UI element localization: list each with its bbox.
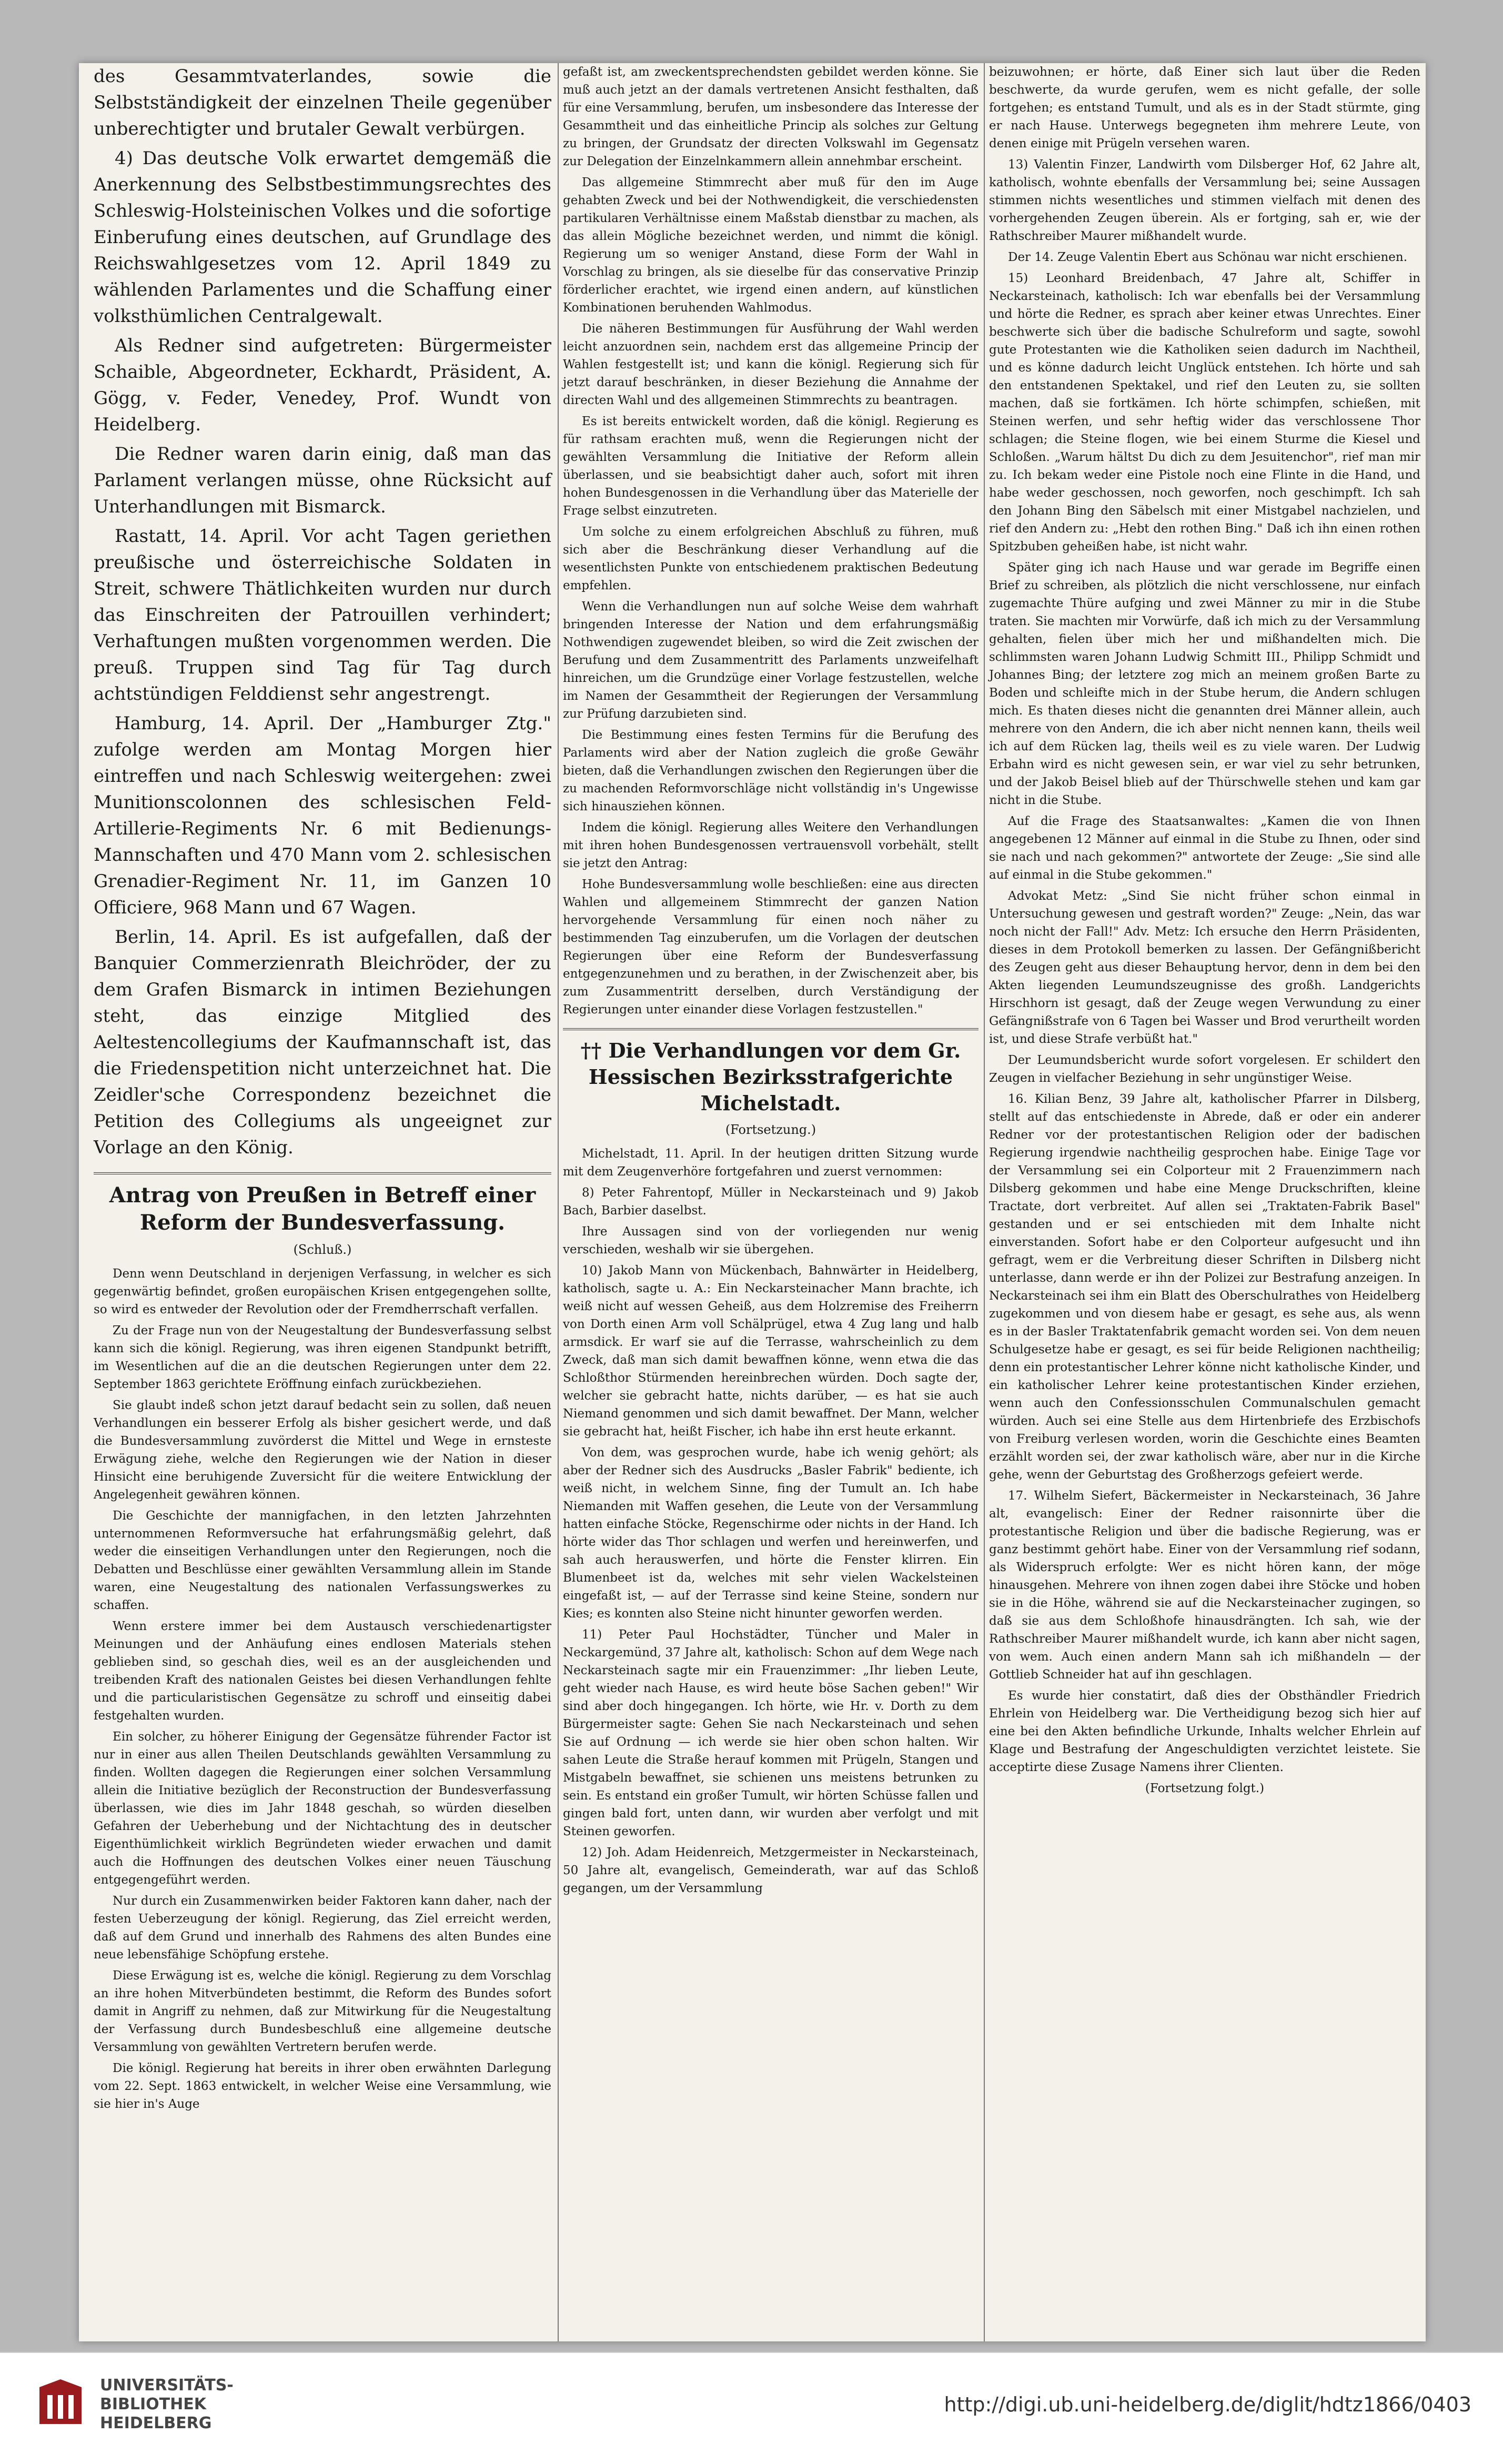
mid-para-10: Michelstadt, 11. April. In der heutigen dritten Sitzung wurde mit dem Zeugenverhöre fortgefahren und zuerst vernommen: [563, 1147, 979, 1179]
library-name-line-2: BIBLIOTHEK [100, 2395, 206, 2413]
speakers-note: Die Redner waren darin einig, daß man das Parlament verlangen müsse, ohne Rücksicht auf Unterhandlungen mit Bismarck. [94, 444, 551, 517]
prussia-para-5: Wenn erstere immer bei dem Austausch verschiedenartigster Meinungen und der Anhäufung eines endlosen Materials stehen geblieben sind, so geschah dies, weil es an der ausgleichenden und treibenden Kraft des nationalen Geistes bei diesen Verhandlungen fehlte und die particularistischen Gegensätze zu schroff und einseitig dabei festgehalten wurden. [94, 1620, 551, 1723]
right-para-7: Advokat Metz: „Sind Sie nicht früher schon einmal in Untersuchung gewesen und gestraft worden?" Zeuge: „Nein, das war noch nicht der Fall!" Adv. Metz: Ich ersuche den Herrn Präsidenten, dieses in dem Protokoll bemerken zu lassen. Der Gefängnißbericht des Zeugen geht aus dieser Behauptung hervor, denn in dem bei den Akten liegenden Leumundszeugnisse des großh. Landgerichts Hirschhorn ist gesagt, daß der Zeuge wegen Verwundung zu einer Gefängnißstrafe von 6 Tagen bei Wasser und Brod verurtheilt worden ist, und diese Strafe verbüßt hat." [989, 889, 1420, 1046]
article-headline-trial: †† Die Verhandlungen vor dem Gr. Hessischen Bezirksstrafgerichte Michelstadt. [563, 1028, 979, 1117]
right-para-11: Es wurde hier constatirt, daß dies der Obsthändler Friedrich Ehrlein von Heidelberg war. Die Vertheidigung bezog sich hier auf eine bei den Akten befindliche Urkunde, Inhalts welcher Ehrlein auf Klage und Bestrafung der Angeschuldigten verzichtet leistete. Sie acceptirte diese Zusage Namens ihrer Clienten. [989, 1689, 1420, 1774]
right-para-8: Der Leumundsbericht wurde sofort vorgelesen. Er schildert den Zeugen in vielfacher Beziehung in sehr ungünstiger Weise. [989, 1053, 1420, 1085]
mid-para-8: Indem die königl. Regierung alles Weitere den Verhandlungen mit ihren hohen Bundesgenossen vertrauensvoll vorbehält, stellt sie jetzt den Antrag: [563, 821, 979, 870]
library-name-line-3: HEIDELBERG [100, 2414, 212, 2432]
mid-para-5: Um solche zu einem erfolgreichen Abschluß zu führen, muß sich aber die Beschränkung dieser Verhandlung auf die wesentlichsten Punkte von entschiedenem praktischen Bedeutung empfehlen. [563, 525, 979, 592]
prussia-para-2: Zu der Frage nun von der Neugestaltung der Bundesverfassung selbst kann sich die königl. Regierung, was ihren eigenen Standpunkt betrifft, im Wesentlichen auf die an die deutschen Regierungen unter dem 22. September 1863 gerichtete Eröffnung einfach zurückbeziehen. [94, 1324, 551, 1391]
prussia-para-3: Sie glaubt indeß schon jetzt darauf bedacht sein zu sollen, daß neuen Verhandlungen ein besserer Erfolg als bisher gesichert werde, und daß die Bundesversammlung zuvörderst die Mittel und Wege in ernsteste Erwägung ziehe, welche den Regierungen wie der Nation in dieser Hinsicht eine beruhigende Zuversicht für die weitere Entwicklung der Angelegenheit gewähren können. [94, 1399, 551, 1502]
right-para-10: 17. Wilhelm Siefert, Bäckermeister in Neckarsteinach, 36 Jahre alt, evangelisch: Einer der Redner raisonnirte über die protestantische Religion und über die badische Regierung, was er ganz bestimmt gehört habe. Einer von der Versammlung rief sodann, als Widerspruch erfolgte: Wer es nicht hören kann, der möge hinausgehen. Mehrere von ihnen zogen dabei ihre Stöcke und hoben sie in die Höhe, während sie auf die Neckarsteinacher zugingen, so daß sie aus dem Schloßhofe hinausdrängten. Ich sah, wie der Rathschreiber Maurer mißhandelt wurde, ich kann aber nicht sagen, von wem. Auch einen andern Mann sah ich mißhandeln — der Gottlieb Schneider hat auf ihn geschlagen. [989, 1489, 1420, 1682]
intro-paragraph: des Gesammtvaterlandes, sowie die Selbstständigkeit der einzelnen Theile gegenüber unberechtigter und brutaler Gewalt verbürgen. [94, 66, 551, 139]
library-name [100, 2376, 234, 2433]
left-column [89, 63, 556, 2341]
mid-para-2: Das allgemeine Stimmrecht aber muß für den im Auge gehabten Zweck und bei der Nothwendigkeit, die verschiedensten partikularen Verhältnisse einem Maßstab dienstbar zu machen, als das allein Mögliche bezeichnet werden, und nimmt die königl. Regierung um so weniger Anstand, diese Form der Wahl in Vorschlag zu bringen, als sie dieselbe für das conservative Prinzip förderlicher erachtet, wie irgend einen andern, auf künstlichen Kombinationen beruhenden Wahlmodus. [563, 176, 979, 315]
rastatt-report: Rastatt, 14. April. Vor acht Tagen geriethen preußische und österreichische Soldaten in Streit, schwere Thätlichkeiten wurden nur durch das Einschreiten der Patrouillen verhindert; Verhaftungen mußten vorgenommen werden. Die preuß. Truppen sind Tag für Tag durch achtstündigen Felddienst sehr angestrengt. [94, 526, 551, 705]
prussia-para-6: Ein solcher, zu höherer Einigung der Gegensätze führender Factor ist nur in einer aus allen Theilen Deutschlands gewählten Versammlung zu finden. Wollten dagegen die Regierungen einer solchen Versammlung allein die Initiative bezüglich der Reconstruction der Bundesverfassung überlassen, wie dies im Jahr 1848 geschah, so würden dieselben Gefahren der Ueberhebung und der Nichtachtung des in deutscher Eigenthümlichkeit wirklich Begründeten wieder erwachen und damit auch die Hoffnungen des deutschen Volkes einer neuen Täuschung entgegengeführt werden. [94, 1730, 551, 1887]
article-subtitle-schluss: (Schluß.) [293, 1242, 352, 1257]
speakers-paragraph: Als Redner sind aufgetreten: Bürgermeister Schaible, Abgeordneter, Eckhardt, Präsident, A. Gögg, v. Feder, Venedey, Prof. Wundt von Heidelberg. [94, 335, 551, 435]
article-subtitle-fortsetzung: (Fortsetzung.) [725, 1122, 816, 1137]
mid-para-3: Die näheren Bestimmungen für Ausführung der Wahl werden leicht anzuordnen sein, nachdem erst das allgemeine Princip der Wahlen festgestellt ist; und kann die königl. Regierung sich für jetzt darauf beschränken, in dieser Beziehung die Annahme der directen Wahl und des allgemeinen Stimmrechts zu beantragen. [563, 322, 979, 407]
university-library-logo-icon [32, 2374, 89, 2432]
newspaper-page [79, 63, 1426, 2341]
right-para-5: Später ging ich nach Hause und war gerade im Begriffe einen Brief zu schreiben, als plötzlich die nicht verschlossene, nur einfach zugemachte Thüre aufging und zwei Männer zu mir in die Stube traten. Sie machten mir Vorwürfe, daß ich mich zu der Versammlung gehalten, fielen über mich her und mißhandelten mich. Die schlimmsten waren Johann Ludwig Schmitt III., Philipp Schmidt und Johannes Bing; der letztere zog mich an meinem großen Barte zu Boden und schleifte mich in der Stube herum, die Andern schlugen mich. Es thaten dieses nicht die genannten drei Männer allein, auch mehrere von den Andern, die ich aber nicht nennen kann, theils weil ich auf dem Rücken lag, theils weil es zu viele waren. Der Ludwig Erbahn wird es nicht gewesen sein, er war viel zu sehr betrunken, und der Jakob Beisel blieb auf der Thürschwelle stehen und kam gar nicht in die Stube. [989, 561, 1420, 807]
berlin-report: Berlin, 14. April. Es ist aufgefallen, daß der Banquier Commerzienrath Bleichröder, der zu dem Grafen Bismarck in intimen Beziehungen steht, das einzige Mitglied des Aeltestencollegiums der Kaufmannschaft ist, das die Friedenspetition nicht unterzeichnet hat. Die Zeidler'sche Correspondenz bezeichnet die Petition des Collegiums als ungeeignet zur Vorlage an den König. [94, 927, 551, 1158]
right-para-6: Auf die Frage des Staatsanwaltes: „Kamen die von Ihnen angegebenen 12 Männer auf einmal in die Stube zu Ihnen, oder sind sie nach und nach gekommen?" antwortete der Zeuge: „Sie sind alle auf einmal in die Stube gekommen." [989, 814, 1420, 882]
right-para-9: 16. Kilian Benz, 39 Jahre alt, katholischer Pfarrer in Dilsberg, stellt auf das entschiedenste in Abrede, daß er oder ein anderer Redner vor der protestantischen Religion oder der badischen Regierung irgendwie nachtheilig gesprochen habe. Einige Tage vor der Versammlung sei ein Colporteur mit 2 Frauenzimmern nach Dilsberg gekommen und habe eine Menge Druckschriften, kleine Tractate, dort verbreitet. Auf allen sei „Traktaten-Fabrik Basel" gestanden und er sei entschieden mit dem Inhalte nicht einverstanden. Sofort habe er den Colporteur aufgesucht und ihn gefragt, wem er die Verbreitung dieser Schriften in Dilsberg nicht unterlasse, dann werde er ihn der Polizei zur Bestrafung anzeigen. In Neckarsteinach sei ihm ein Blatt des Oberschulrathes von Heidelberg zugekommen und von diesem habe er gesagt, es sehe aus, als wenn es in der Basler Traktatenfabrik gemacht worden sei. Von dem neuen Schulgesetze habe er gesagt, es sei für beide Religionen nachtheilig; denn ein protestantischer Lehrer könne nicht katholische Kinder, und ein katholischer Lehrer keine protestantischen Kinder erziehen, wenn auch den Confessionsschulen Communalschulen gemacht würden. Auch sei eine Stelle aus dem Hirtenbriefe des Erzbischofs von Freiburg verlesen worden, worin die Geschichte eines Beamten erzählt worden sei, der zwar katholisch wäre, aber nur in die Kirche gehe, wenn der Geburtstag des Großherzogs gefeiert werde. [989, 1092, 1420, 1482]
prussia-para-8: Diese Erwägung ist es, welche die königl. Regierung zu dem Vorschlag an ihre hohen Mitverbündeten bestimmt, die Reform des Bundes sofort damit in Angriff zu nehmen, daß zur Mitwirkung für die Neugestaltung der Verfassung durch Bundesbeschluß eine allgemeine deutsche Versammlung von gewählten Vertretern berufen werde. [94, 1969, 551, 2054]
right-para-3: Der 14. Zeuge Valentin Ebert aus Schönau war nicht erschienen. [1008, 250, 1408, 264]
point-4: 4) Das deutsche Volk erwartet demgemäß die Anerkennung des Selbstbestimmungsrechtes des Schleswig-Holsteinischen Volkes und die sofortige Einberufung eines deutschen, auf Grundlage des Reichswahlgesetzes vom 12. April 1849 zu wählenden Parlamentes und die Schaffung einer volksthümlichen Centralgewalt. [94, 148, 551, 327]
digital-library-url[interactable]: http://digi.ub.uni-heidelberg.de/diglit/hdtz1866/0403 [944, 2393, 1471, 2416]
library-footer [0, 2352, 1503, 2464]
mid-para-12: Ihre Aussagen sind von der vorliegenden nur wenig verschieden, weshalb wir sie übergehen. [563, 1225, 979, 1256]
right-para-2: 13) Valentin Finzer, Landwirth vom Dilsberger Hof, 62 Jahre alt, katholisch, wohnte ebenfalls der Versammlung bei; seine Aussagen stimmen nichts wesentliches und stimmen vielfach mit denen des vorhergehenden Zeugen überein. Als er fortging, sah er, wie der Rathschreiber Maurer mißhandelt wurde. [989, 158, 1420, 243]
mid-para-6: Wenn die Verhandlungen nun auf solche Weise dem wahrhaft bringenden Interesse der Nation und dem erfahrungsmäßig Nothwendigen zugewendet bleiben, so wird die Zeit zwischen der Berufung und dem Zusammentritt des Parlaments unzweifelhaft hinreichen, um die Grundzüge einer Vorlage festzustellen, welche im Namen der Gesammtheit der Regierungen der Versammlung zur Prüfung darzubieten sind. [563, 600, 979, 721]
article-headline-prussia: Antrag von Preußen in Betreff einer Reform der Bundesverfassung. [94, 1172, 551, 1236]
mid-para-4: Es ist bereits entwickelt worden, daß die königl. Regierung es für rathsam erachten muß, wenn die Regierungen nicht der gewählten Versammlung die Initiative der Reform allein überlassen, und sie beabsichtigt daher auch, sofort mit ihren hohen Bundesgenossen in die Verhandlung über das Materielle der Frage selbst einzutreten. [563, 415, 979, 518]
fortsetzung-folgt: (Fortsetzung folgt.) [1145, 1782, 1265, 1795]
mid-para-9: Hohe Bundesversammlung wolle beschließen: eine aus directen Wahlen und allgemeinem Stimmrecht der ganzen Nation hervorgehende Versammlung für einen noch näher zu bestimmenden Tag einzuberufen, um die Vorlagen der deutschen Regierungen über eine Reform der Bundesverfassung entgegenzunehmen und zu berathen, in der Zwischenzeit aber, bis zum Zusammentritt derselben, durch Verständigung der Regierungen unter einander diese Vorlagen festzustellen." [563, 878, 979, 1017]
mid-para-11: 8) Peter Fahrentopf, Müller in Neckarsteinach und 9) Jakob Bach, Barbier daselbst. [563, 1186, 979, 1218]
mid-para-7: Die Bestimmung eines festen Termins für die Berufung des Parlaments wird aber der Nation zugleich die große Gewähr bieten, daß die Verhandlungen zwischen den Regierungen über die zu machenden Reformvorschläge nicht vollständig in's Ungewisse sich hinausziehen können. [563, 728, 979, 813]
prussia-para-1: Denn wenn Deutschland in derjenigen Verfassung, in welcher es sich gegenwärtig befindet, großen europäischen Krisen entgegengehen sollte, so wird es entweder der Revolution oder der Fremdherrschaft verfallen. [94, 1267, 551, 1316]
library-name-line-1: UNIVERSITÄTS- [100, 2376, 234, 2395]
mid-para-16: 12) Joh. Adam Heidenreich, Metzgermeister in Neckarsteinach, 50 Jahre alt, evangelisch, Gemeinderath, war auf das Schloß gegangen, um der Versammlung [563, 1846, 979, 1895]
prussia-para-9: Die königl. Regierung hat bereits in ihrer oben erwähnten Darlegung vom 22. Sept. 1863 entwickelt, in welcher Weise eine Versammlung, wie sie hier in's Auge [94, 2061, 551, 2111]
prussia-para-7: Nur durch ein Zusammenwirken beider Faktoren kann daher, nach der festen Ueberzeugung der königl. Regierung, das Ziel erreicht werden, daß auf dem Grund und innerhalb des Rahmens des alten Bundes eine neue lebensfähige Schöpfung erstehe. [94, 1894, 551, 1962]
mid-para-15: 11) Peter Paul Hochstädter, Tüncher und Maler in Neckargemünd, 37 Jahre alt, katholisch: Schon auf dem Wege nach Neckarsteinach sagte mir ein Frauenzimmer: „Ihr lieben Leute, geht wieder nach Hause, es wird heute böse Sachen geben!" Wir sind aber doch hingegangen. Ich hörte, wie Hr. v. Dorth zu dem Bürgermeister sagte: Gehen Sie nach Neckarsteinach und sehen Sie auf Ordnung — ich werde sie hier oben schon halten. Wir sahen Leute die Straße herauf kommen mit Prügeln, Stangen und Mistgabeln bewaffnet, sie schienen uns meistens betrunken zu sein. Es entstand ein großer Tumult, wir hörten Schüsse fallen und gingen bald fort, unten dann, wir wurden aber verfolgt und mit Steinen geworfen. [563, 1628, 979, 1838]
right-para-1: beizuwohnen; er hörte, daß Einer sich laut über die Reden beschwerte, da wurde gerufen, wem es nicht gefalle, der solle fortgehen; es entstand Tumult, und als es in der Stadt stürmte, ging er nach Hause. Unterwegs begegneten ihm mehrere Leute, von denen einige mit Prügeln versehen waren. [989, 65, 1420, 150]
mid-para-1: gefaßt ist, am zweckentsprechendsten gebildet werden könne. Sie muß auch jetzt an der damals vertretenen Ansicht festhalten, daß für eine Versammlung, berufen, um insbesondere das Interesse der Gesammtheit und das einheitliche Princip als solches zur Geltung zu bringen, der Grundsatz der directen Volkswahl im Gegensatz zur Delegation der Einzelnkammern allein annehmbar erscheint. [563, 65, 979, 168]
left-large-type [94, 63, 551, 1161]
right-para-4: 15) Leonhard Breidenbach, 47 Jahre alt, Schiffer in Neckarsteinach, katholisch: Ich war ebenfalls bei der Versammlung und hörte die Redner, es sprach aber keiner etwas Unrechtes. Einer beschwerte sich über die badische Schulreform und sagte, sowohl gute Protestanten wie die Katholiken seien dadurch im Nachtheil, und es könne dadurch leicht Unglück entstehen. Ich hörte und sah den entstandenen Spektakel, und rief den Leuten zu, sie sollten machen, daß sie fortkämen. Ich hörte schimpfen, schießen, mit Steinen werfen, und sehr heftig wider das verschlossene Thor schlagen; die Steine flogen, wie bei einem Sturme die Kiesel und Schloßen. „Warum hältst Du dich zu dem Jesuitenchor", rief man mir zu. Ich bekam weder eine Pistole noch eine Flinte in die Hand, und habe weder geschossen, noch geworfen, noch geschimpft. Ich sah den Johann Bing den Säbelsch mit einer Mistgabel nachzielen, und rief den Andern zu: „Hebt den rothen Bing." Daß ich ihn einen rothen Spitzbuben geheißen habe, ist nicht wahr. [989, 271, 1420, 554]
mid-para-13: 10) Jakob Mann von Mückenbach, Bahnwärter in Heidelberg, katholisch, sagte u. A.: Ein Neckarsteinacher Mann brachte, ich weiß nicht auf wessen Geheiß, aus dem Holzremise des Freiherrn von Dorth einen Arm voll Schälprügel, etwa 4 Zug lang und halb armsdick. Er warf sie auf die Terrasse, wahrscheinlich zu dem Zweck, daß man sich damit bewaffnen könne, wenn etwa die das Schloßthor Stürmenden hereinbrechen würden. Doch sagte der, welcher sie gebracht hatte, nichts darüber, — es hat sie auch Niemand genommen und sich damit bewaffnet. Der Mann, welcher sie gebracht hat, heißt Fischer, ich habe ihn erst heute erkannt. [563, 1264, 979, 1439]
middle-column [558, 63, 983, 2341]
right-column [984, 63, 1425, 2341]
mid-para-14: Von dem, was gesprochen wurde, habe ich wenig gehört; als aber der Redner sich des Ausdrucks „Basler Fabrik" bediente, ich weiß nicht, in welchem Sinne, fing der Tumult an. Ich habe Niemanden mit Waffen gesehen, die Leute von der Versammlung hatten einfache Stöcke, Regenschirme oder nichts in der Hand. Ich hörte wider das Thor schlagen und werfen und hereinwerfen, und sah auch herauswerfen, und hörte die Fenster klirren. Ein Blumenbeet ist da, welches mit sehr vielen Wackelsteinen eingefaßt ist, — auf der Terrasse sind keine Steine, sondern nur Kies; es konnten also Steine nicht hinunter geworfen werden. [563, 1446, 979, 1621]
prussia-para-4: Die Geschichte der mannigfachen, in den letzten Jahrzehnten unternommenen Reformversuche hat erfahrungsmäßig gelehrt, daß weder die einseitigen Verhandlungen unter den Regierungen, noch die Debatten und Beschlüsse einer gewählten Versammlung allein im Stande waren, eine Neugestaltung des nationalen Verfassungswerkes zu schaffen. [94, 1509, 551, 1612]
hamburg-report: Hamburg, 14. April. Der „Hamburger Ztg." zufolge werden am Montag Morgen hier eintreffen und nach Schleswig weitergehen: zwei Munitionscolonnen des schlesischen Feld-Artillerie-Regiments Nr. 6 mit Bedienungs-Mannschaften und 470 Mann vom 2. schlesischen Grenadier-Regiment Nr. 11, im Ganzen 10 Officiere, 968 Mann und 67 Wagen. [94, 713, 551, 918]
